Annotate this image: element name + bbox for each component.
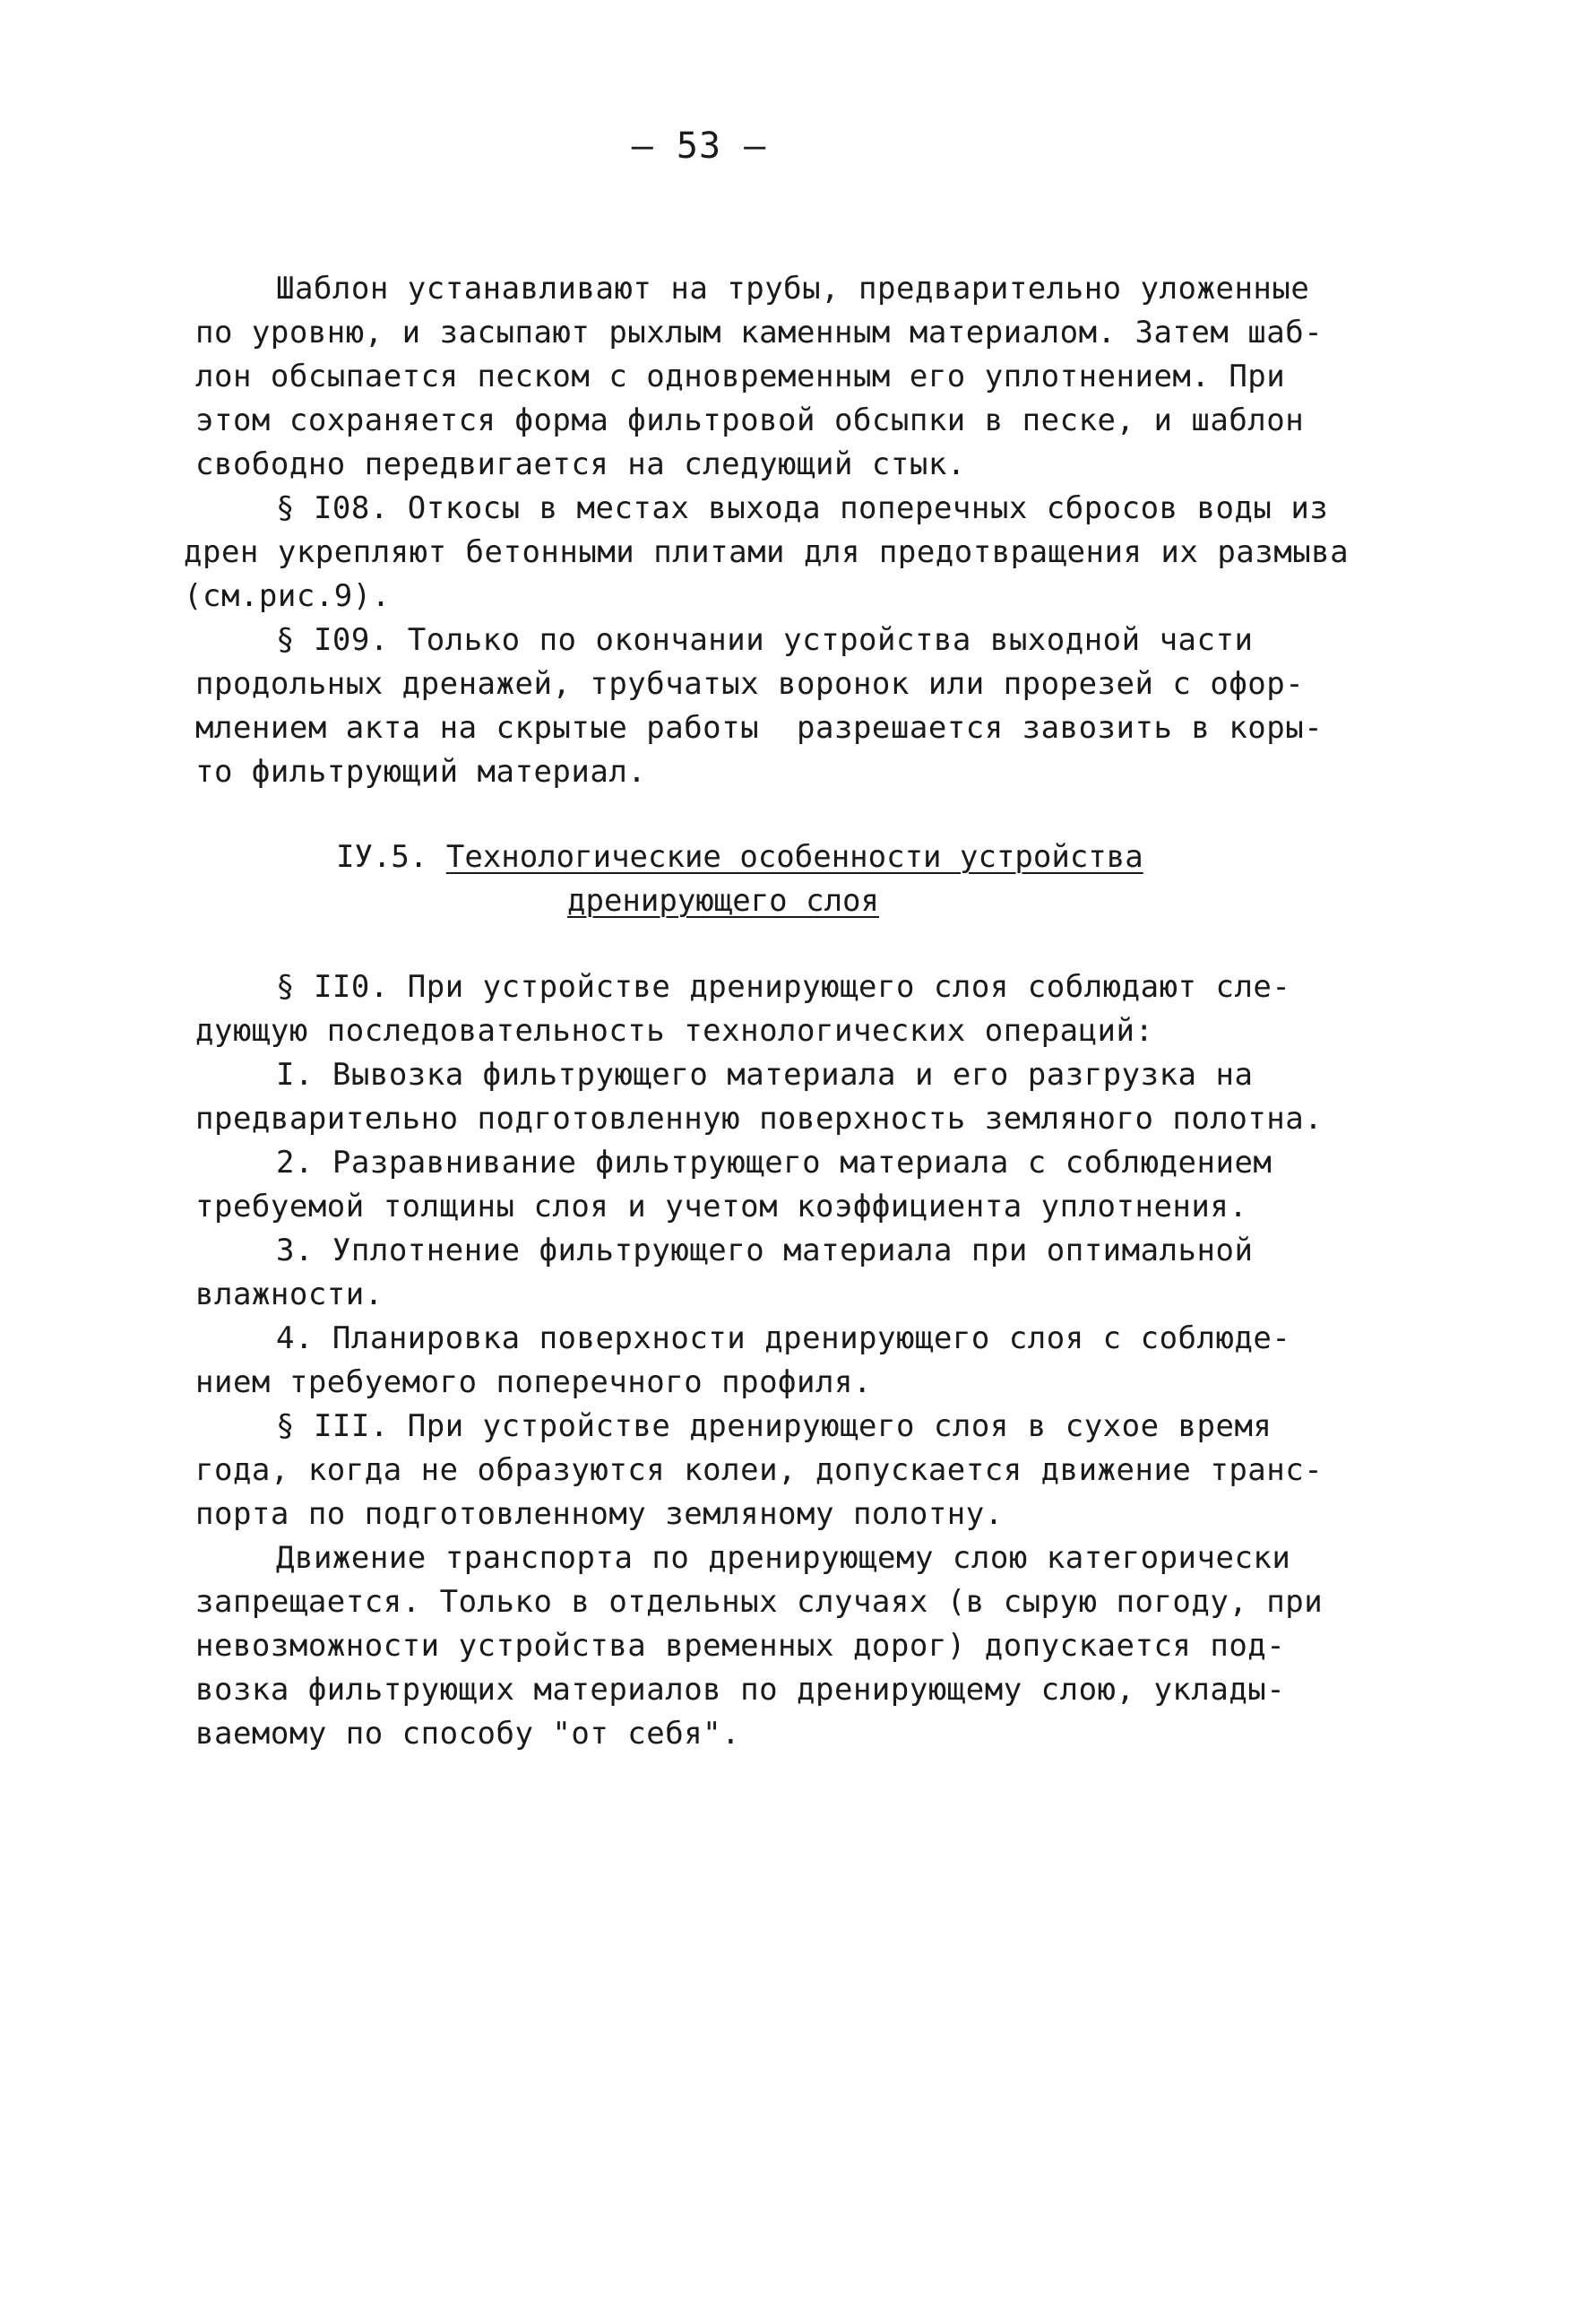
- text-line: Движение транспорта по дренирующему слою категорически: [276, 1540, 1291, 1576]
- page-number: — 53 —: [631, 125, 767, 167]
- list-item: 3. Уплотнение фильтрующего материала при оптимальной: [276, 1233, 1254, 1268]
- text-line: по уровню, и засыпают рыхлым каменным материалом. Затем шаб-: [195, 315, 1324, 350]
- text-line: дрен укрепляют бетонными плитами для предотвращения их размыва: [184, 534, 1350, 570]
- text-line: Шаблон устанавливают на трубы, предварительно уложенные: [276, 271, 1310, 307]
- text-line: § II0. При устройстве дренирующего слоя соблюдают сле-: [276, 969, 1291, 1005]
- text-line: невозможности устройства временных дорог) допускается под-: [195, 1628, 1286, 1664]
- text-line: § I09. Только по окончании устройства выходной части: [276, 622, 1254, 658]
- text-line: влажности.: [195, 1276, 384, 1312]
- text-line: лон обсыпается песком с одновременным его уплотнением. При: [195, 359, 1286, 394]
- text-line: продольных дренажей, трубчатых воронок или прорезей с офор-: [195, 666, 1305, 702]
- section-heading-line-2: [567, 879, 879, 922]
- section-heading-line-1: [336, 835, 1143, 878]
- text-line: § I08. Откосы в местах выхода поперечных сбросов воды из: [276, 490, 1329, 526]
- text-line: ваемому по способу "от себя".: [195, 1716, 741, 1752]
- text-line: млением акта на скрытые работы разрешается завозить в коры-: [195, 710, 1324, 746]
- section-number: IУ.5.: [336, 839, 428, 875]
- list-item: 2. Разравнивание фильтрующего материала с соблюдением: [276, 1145, 1272, 1181]
- text-line: (см.рис.9).: [184, 578, 391, 614]
- section-title-continued: дренирующего слоя: [567, 883, 879, 919]
- text-line: § III. При устройстве дренирующего слоя в сухое время: [276, 1408, 1272, 1444]
- text-line: нием требуемого поперечного профиля.: [195, 1364, 872, 1400]
- text-line: этом сохраняется форма фильтровой обсыпки в песке, и шаблон: [195, 402, 1305, 438]
- text-line: требуемой толщины слоя и учетом коэффициента уплотнения.: [195, 1189, 1248, 1224]
- text-line: года, когда не образуются колеи, допускается движение транс-: [195, 1452, 1324, 1488]
- text-line: свободно передвигается на следующий стык.: [195, 446, 966, 482]
- text-line: то фильтрующий материал.: [195, 754, 647, 790]
- text-line: запрещается. Только в отдельных случаях (в сырую погоду, при: [195, 1584, 1324, 1620]
- list-item: 4. Планировка поверхности дренирующего слоя с соблюде-: [276, 1320, 1291, 1356]
- text-line: возка фильтрующих материалов по дренирующему слою, уклады-: [195, 1672, 1286, 1708]
- text-line: порта по подготовленному земляному полотну.: [195, 1496, 1004, 1532]
- section-title: Технологические особенности устройства: [445, 839, 1143, 875]
- text-line: дующую последовательность технологических операций:: [195, 1013, 1154, 1049]
- text-line: предварительно подготовленную поверхность земляного полотна.: [195, 1101, 1324, 1137]
- list-item: I. Вывозка фильтрующего материала и его разгрузка на: [276, 1057, 1254, 1093]
